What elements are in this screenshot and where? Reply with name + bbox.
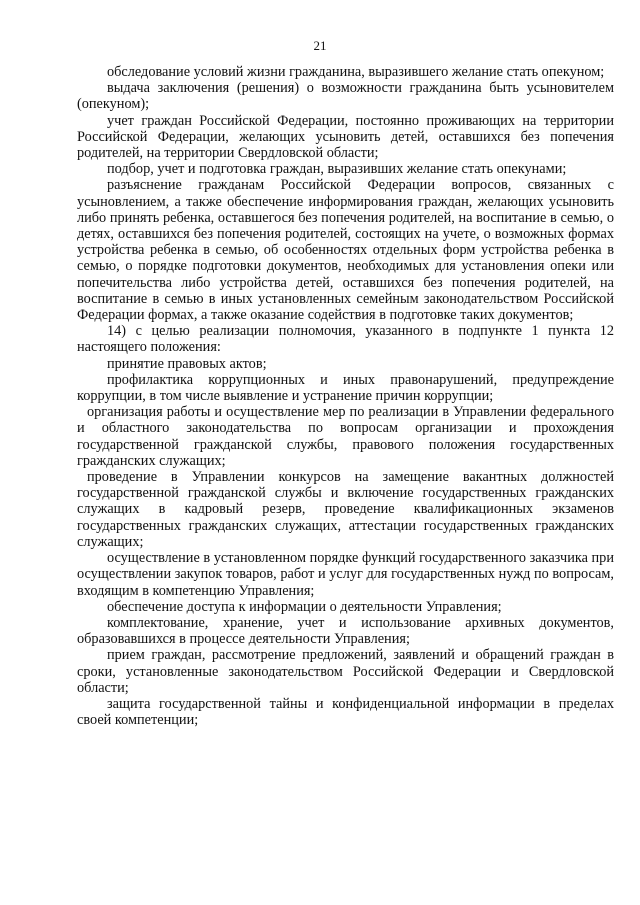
paragraph-home-inspection: обследование условий жизни гражданина, выразившего желание стать опекуном; <box>107 64 605 80</box>
paragraph-information-access: обеспечение доступа к информации о деятельности Управления; <box>107 598 502 615</box>
paragraph-adoption-conclusion: выдача заключения (решения) о возможности гражданина быть усыновителем (опекуном); <box>77 80 614 113</box>
page-number: 21 <box>313 38 327 53</box>
paragraph-citizen-registration: учет граждан Российской Федерации, постоянно проживающих на территории Российской Федерации, желающих усыновить детей, оставшихся без попечения родителей, на территории Свердловской области; <box>77 112 614 162</box>
document-body <box>77 64 614 728</box>
paragraph-state-secret: защита государственной тайны и конфиденциальной информации в пределах своей компетенции; <box>77 695 614 729</box>
paragraph-guardian-selection: подбор, учет и подготовка граждан, выразивших желание стать опекунами; <box>107 161 567 178</box>
paragraph-citizen-reception: прием граждан, рассмотрение предложений, заявлений и обращений граждан в сроки, установленные законодательством Российской Федерации и Свердловской области; <box>77 647 614 696</box>
paragraph-corruption-prevention: профилактика коррупционных и иных правонарушений, предупреждение коррупции, в том числе выявление и устранение причин коррупции; <box>77 371 614 405</box>
paragraph-legal-acts: принятие правовых актов; <box>107 355 267 372</box>
paragraph-adoption-explanation: разъяснение гражданам Российской Федерации вопросов, связанных с усыновлением, а также обеспечение информирования граждан, желающих усыновить либо принять ребенка, оставшегося без попечения родителей, на воспитание в семью, о детях, оставшихся без попечения родителей, состоящих на учете, о возможных формах устройства ребенка в семью, об особенностях отдельных форм устройства ребенка в семью, о порядке подготовки документов, необходимых для установления опеки или попечительства либо устройства детей, оставшихся без попечения родителей, на воспитание в семью в иных установленных семейным законодательством Российской Федерации формах, а также оказание содействия в подготовке таких документов; <box>77 177 614 324</box>
paragraph-competitions: проведение в Управлении конкурсов на замещение вакантных должностей государственной гражданской службы и включение государственных гражданских служащих в кадровый резерв, проведение квалификационных экзаменов государственных гражданских служащих, аттестации государственных гражданских служащих; <box>77 469 614 550</box>
paragraph-civil-service-organization: организация работы и осуществление мер по реализации в Управлении федерального и областного законодательства по вопросам организации и прохождения государственной гражданской службы, правового положения государственных гражданских служащих; <box>77 404 614 469</box>
paragraph-item-14: 14) с целью реализации полномочия, указанного в подпункте 1 пункта 12 настоящего положения: <box>77 323 614 356</box>
paragraph-state-procurement: осуществление в установленном порядке функций государственного заказчика при осуществлении закупок товаров, работ и услуг для государственных нужд по вопросам, входящим в компетенцию Управления; <box>77 550 614 599</box>
paragraph-archives: комплектование, хранение, учет и использование архивных документов, образовавшихся в процессе деятельности Управления; <box>77 614 614 648</box>
